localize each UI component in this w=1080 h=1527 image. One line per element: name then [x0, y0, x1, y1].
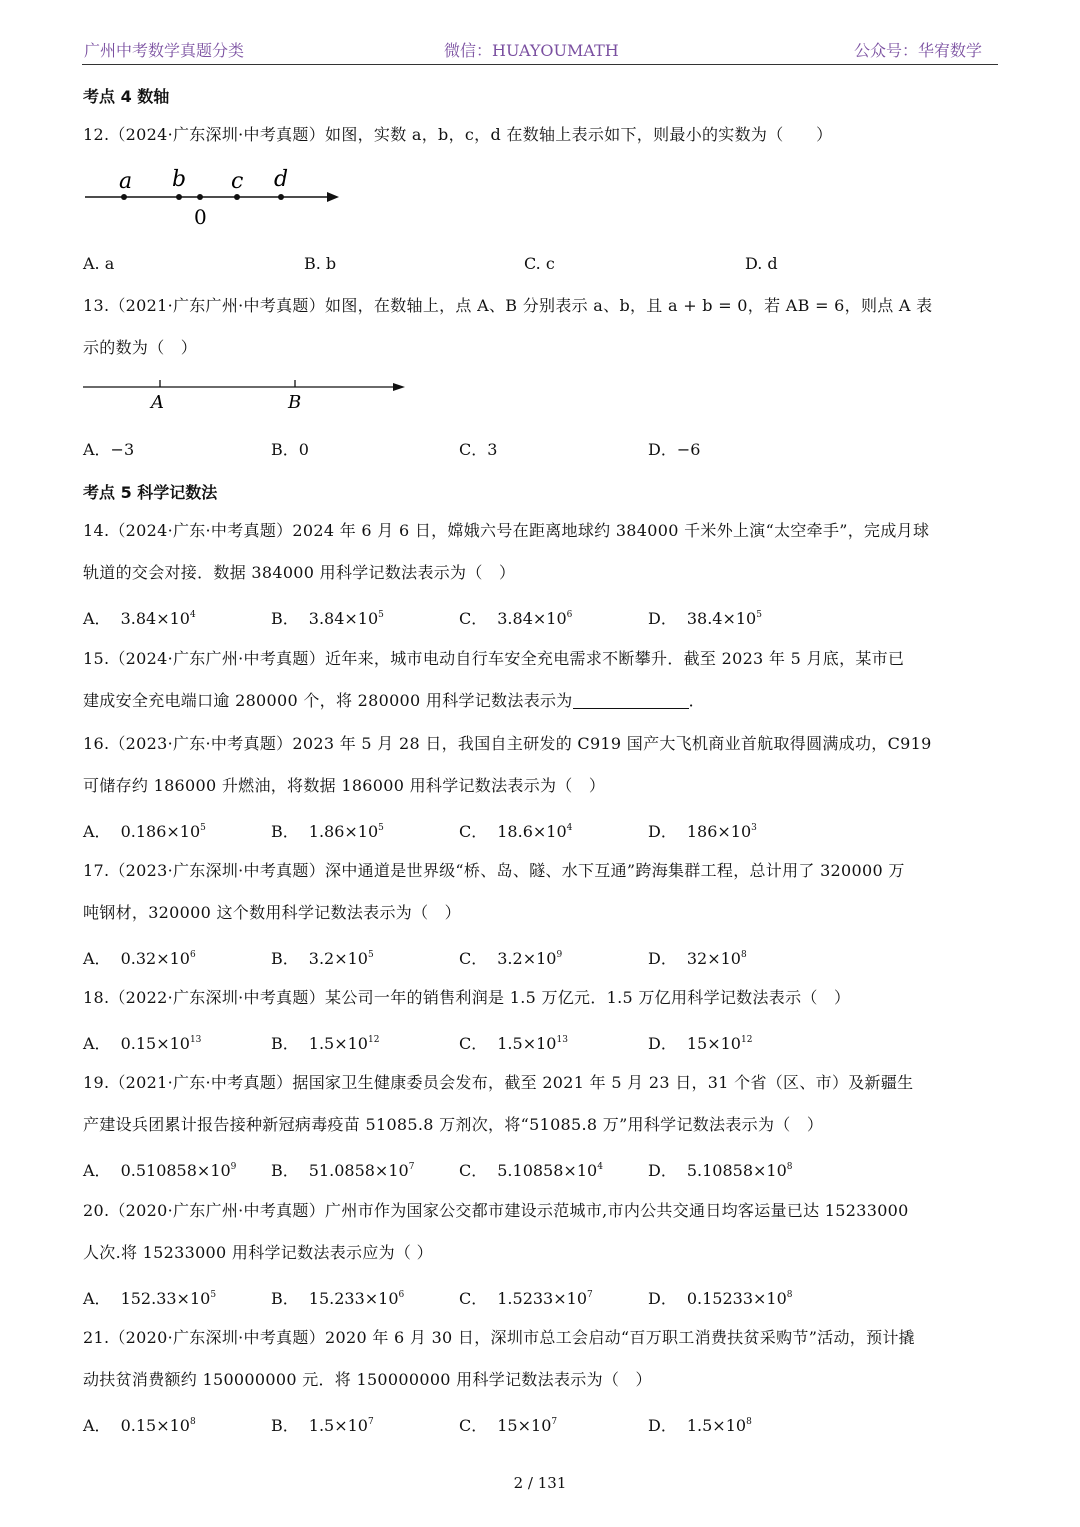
option-d	[648, 606, 762, 629]
option-label: C．	[459, 949, 488, 968]
option-d: D. d	[745, 254, 778, 273]
question-18-options	[83, 1031, 999, 1055]
point-d	[278, 194, 284, 200]
option-exponent: 5	[210, 1290, 217, 1300]
header-wechat-text: 微信：HUAYOUMATH	[444, 41, 619, 60]
option-exponent: 6	[398, 1290, 405, 1300]
question-17-options	[83, 946, 999, 970]
option-c	[459, 1031, 568, 1054]
option-c: C．3	[459, 440, 498, 459]
option-base: 3.2×10	[497, 949, 557, 968]
section-title-5: 考点 5 科学记数法	[83, 483, 218, 502]
option-a	[83, 1286, 216, 1309]
option-base: 1.5×10	[308, 1416, 368, 1435]
option-label: B．	[271, 822, 299, 841]
option-c	[459, 1413, 557, 1436]
option-exponent: 4	[597, 1162, 603, 1172]
label-point-a: A	[151, 392, 164, 413]
option-exponent: 13	[556, 1035, 568, 1045]
question-14-options	[83, 606, 999, 630]
answer-blank[interactable]	[573, 692, 689, 709]
option-exponent: 13	[189, 1035, 202, 1045]
label-point-b: B	[288, 392, 302, 413]
page-header	[82, 38, 998, 65]
label-d: d	[274, 167, 289, 192]
question-13-options	[83, 437, 999, 461]
question-17-line2: 吨钢材，320000 这个数用科学记数法表示为（ ）	[83, 903, 461, 922]
header-account-text: 公众号：华宥数学	[853, 41, 982, 60]
option-base: 1.5×10	[308, 1034, 368, 1053]
option-exponent: 8	[746, 1417, 752, 1427]
option-a: A．−3	[83, 440, 135, 459]
option-exponent: 12	[367, 1035, 380, 1045]
label-c: c	[231, 169, 244, 194]
option-c	[459, 946, 562, 969]
option-label: C．	[459, 1289, 488, 1308]
option-a	[83, 1031, 201, 1054]
question-12-text: 12.（2024·广东深圳·中考真题）如图，实数 a，b，c，d 在数轴上表示如下，则最小的实数为（ ）	[83, 125, 833, 144]
option-exponent: 5	[378, 823, 384, 833]
question-13-line2: 示的数为（ ）	[83, 338, 198, 357]
option-label: C．	[459, 609, 488, 628]
option-label: B．	[271, 1161, 299, 1180]
option-label: C．	[459, 822, 488, 841]
option-base: 1.5233×10	[497, 1289, 587, 1308]
label-zero: 0	[194, 205, 207, 229]
point-c	[234, 194, 240, 200]
option-base: 0.32×10	[120, 949, 190, 968]
option-label: B．	[271, 1034, 299, 1053]
option-exponent: 5	[756, 610, 762, 620]
question-19-line1: 19.（2021·广东·中考真题）据国家卫生健康委员会发布，截至 2021 年 5 月 23 日，31 个省（区、市）及新疆生	[83, 1073, 914, 1092]
option-exponent: 12	[740, 1035, 753, 1045]
option-label: D．	[648, 1289, 677, 1308]
option-a	[83, 1413, 196, 1436]
option-base: 3.84×10	[497, 609, 567, 628]
question-20-options	[83, 1286, 999, 1310]
question-18-line1: 18.（2022·广东深圳·中考真题）某公司一年的销售利润是 1.5 万亿元．1.5 万亿用科学记数法表示（ ）	[83, 988, 851, 1007]
option-base: 186×10	[686, 822, 752, 841]
option-label: D．	[648, 1161, 677, 1180]
option-exponent: 8	[786, 1162, 793, 1172]
label-a: a	[119, 169, 133, 194]
question-13-line1: 13.（2021·广东广州·中考真题）如图，在数轴上，点 A、B 分别表示 a、b，且 a + b = 0，若 AB = 6，则点 A 表	[83, 296, 933, 315]
question-20-line2: 人次.将 15233000 用科学记数法表示应为（ ）	[83, 1243, 433, 1262]
option-label: B．	[271, 949, 299, 968]
option-base: 1.5×10	[686, 1416, 747, 1435]
option-base: 15×10	[686, 1034, 741, 1053]
option-label: D．	[648, 1416, 677, 1435]
option-a	[83, 946, 196, 969]
arrow-head-icon	[393, 383, 405, 391]
option-base: 0.15233×10	[686, 1289, 787, 1308]
option-label: A．	[83, 949, 111, 968]
option-exponent: 6	[189, 950, 196, 960]
number-line-figure-12	[83, 164, 353, 230]
option-label: C．	[459, 1034, 488, 1053]
option-b	[271, 946, 374, 969]
question-19-options	[83, 1158, 999, 1182]
option-exponent: 8	[189, 1417, 196, 1427]
option-label: C．	[459, 1416, 488, 1435]
question-21-options	[83, 1413, 999, 1437]
option-base: 5.10858×10	[686, 1161, 787, 1180]
option-label: B．	[271, 609, 299, 628]
option-exponent: 3	[751, 823, 757, 833]
option-a	[83, 606, 196, 629]
option-a	[83, 819, 206, 842]
option-d	[648, 819, 757, 842]
question-20-line1: 20.（2020·广东广州·中考真题）广州市作为国家公交都市建设示范城市,市内公共交通日均客运量已达 15233000	[83, 1201, 909, 1220]
option-base: 38.4×10	[686, 609, 757, 628]
option-base: 32×10	[686, 949, 741, 968]
option-base: 152.33×10	[120, 1289, 211, 1308]
option-label: B．	[271, 1289, 299, 1308]
option-exponent: 9	[556, 950, 563, 960]
label-b: b	[172, 167, 187, 192]
question-14-line1: 14.（2024·广东·中考真题）2024 年 6 月 6 日，嫦娥六号在距离地球约 384000 千米外上演“太空牵手”，完成月球	[83, 521, 930, 540]
option-exponent: 7	[408, 1162, 415, 1172]
option-d	[648, 1413, 752, 1436]
option-base: 0.15×10	[120, 1034, 190, 1053]
question-16-line2: 可储存约 186000 升燃油，将数据 186000 用科学记数法表示为（ ）	[83, 776, 606, 795]
number-line-figure-13	[83, 374, 413, 414]
option-base: 1.5×10	[497, 1034, 557, 1053]
option-d	[648, 946, 747, 969]
option-exponent: 7	[367, 1417, 374, 1427]
option-exponent: 9	[230, 1162, 237, 1172]
option-a	[83, 1158, 236, 1181]
option-label: C．	[459, 1161, 488, 1180]
option-exponent: 7	[587, 1290, 593, 1300]
arrow-head-icon	[327, 192, 339, 202]
question-17-line1: 17.（2023·广东深圳·中考真题）深中通道是世界级“桥、岛、隧、水下互通”跨海集群工程，总计用了 320000 万	[83, 861, 905, 880]
option-base: 15×10	[497, 1416, 552, 1435]
option-base: 3.84×10	[308, 609, 379, 628]
option-d	[648, 1286, 793, 1309]
question-14-line2: 轨道的交会对接．数据 384000 用科学记数法表示为（ ）	[83, 563, 516, 582]
question-15-line2-wrap	[83, 680, 705, 722]
question-21-line2: 动扶贫消费额约 150000000 元．将 150000000 用科学记数法表示为（ ）	[83, 1370, 652, 1389]
option-label: A．	[83, 609, 111, 628]
option-label: D．	[648, 609, 677, 628]
option-b	[271, 1031, 379, 1054]
page-number: 2 / 131	[513, 1474, 567, 1492]
option-label: A．	[83, 822, 111, 841]
option-base: 3.2×10	[308, 949, 368, 968]
question-15-line2: 建成安全充电端口逾 280000 个，将 280000 用科学记数法表示为	[83, 691, 573, 710]
question-16-line1: 16.（2023·广东·中考真题）2023 年 5 月 28 日，我国自主研发的 C919 国产大飞机商业首航取得圆满成功，C919	[83, 734, 932, 753]
option-c	[459, 819, 572, 842]
option-c	[459, 1286, 593, 1309]
question-16-options	[83, 819, 999, 843]
option-label: B．	[271, 1416, 299, 1435]
option-label: D．	[648, 949, 677, 968]
option-label: A．	[83, 1289, 111, 1308]
point-b	[176, 194, 182, 200]
option-base: 3.84×10	[120, 609, 190, 628]
option-d	[648, 1031, 752, 1054]
option-label: A．	[83, 1161, 111, 1180]
point-a	[121, 194, 127, 200]
option-d: D．−6	[648, 440, 701, 459]
option-exponent: 5	[367, 950, 374, 960]
option-b: B. b	[304, 254, 337, 273]
option-exponent: 4	[189, 610, 196, 620]
option-d	[648, 1158, 793, 1181]
option-base: 18.6×10	[497, 822, 567, 841]
option-exponent: 8	[740, 950, 747, 960]
option-c	[459, 606, 572, 629]
option-base: 0.15×10	[120, 1416, 190, 1435]
option-label: D．	[648, 822, 677, 841]
option-label: D．	[648, 1034, 677, 1053]
option-b	[271, 1158, 414, 1181]
header-left-text: 广州中考数学真题分类	[84, 41, 245, 60]
option-base: 51.0858×10	[308, 1161, 409, 1180]
option-base: 0.510858×10	[120, 1161, 231, 1180]
option-exponent: 7	[551, 1417, 558, 1427]
question-19-line2: 产建设兵团累计报告接种新冠病毒疫苗 51085.8 万剂次，将“51085.8 万”用科学记数法表示为（ ）	[83, 1115, 824, 1134]
option-b	[271, 606, 384, 629]
option-exponent: 4	[566, 823, 573, 833]
option-label: A．	[83, 1416, 111, 1435]
option-exponent: 8	[786, 1290, 793, 1300]
option-a: A. a	[83, 254, 115, 273]
question-15-line1: 15.（2024·广东广州·中考真题）近年来，城市电动自行车安全充电需求不断攀升．截至 2023 年 5 月底，某市已	[83, 649, 905, 668]
point-zero	[197, 194, 203, 200]
option-c	[459, 1158, 603, 1181]
section-title-4: 考点 4 数轴	[83, 87, 170, 106]
option-c: C. c	[524, 254, 555, 273]
question-21-line1: 21.（2020·广东深圳·中考真题）2020 年 6 月 30 日，深圳市总工会启动“百万职工消费扶贫采购节”活动，预计撬	[83, 1328, 915, 1347]
option-exponent: 5	[200, 823, 206, 833]
option-exponent: 5	[378, 610, 384, 620]
option-base: 15.233×10	[308, 1289, 399, 1308]
question-12-options	[83, 254, 999, 278]
option-base: 1.86×10	[308, 822, 379, 841]
option-b: B．0	[271, 440, 309, 459]
question-15-tail: ．	[688, 691, 705, 710]
option-exponent: 6	[566, 610, 573, 620]
option-base: 0.186×10	[120, 822, 201, 841]
option-base: 5.10858×10	[497, 1161, 598, 1180]
option-label: A．	[83, 1034, 111, 1053]
option-b	[271, 1286, 404, 1309]
option-b	[271, 1413, 374, 1436]
option-b	[271, 819, 384, 842]
